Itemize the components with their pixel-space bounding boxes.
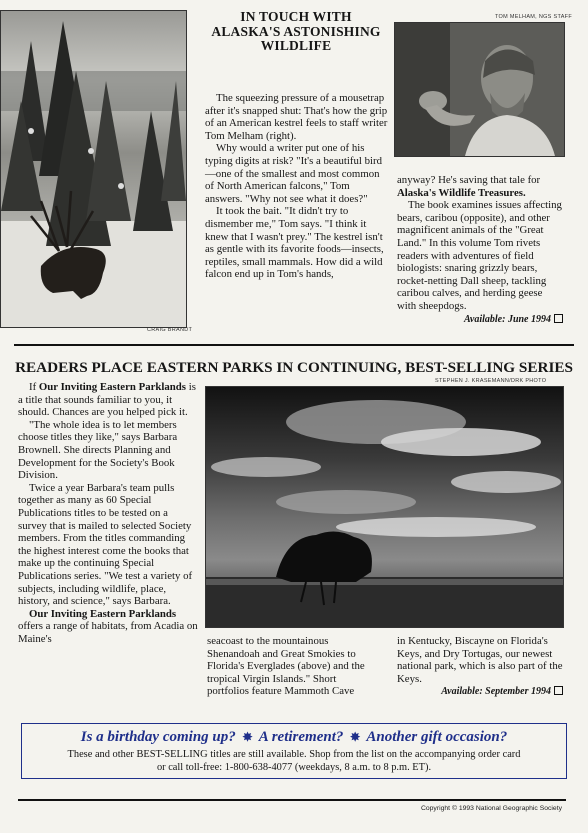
story2-paragraph: Twice a year Barbara's team pulls together as many as 60 Special Publications titles to be tested on a survey that is mailed to selected Society members. From the titles commanding the highest interest come the books that make up the continuing Special Publications series. "We test a variety of subjects, including wildlife, place, history, and science," says Barbara. [18,481,193,608]
story1-paragraph [397,174,563,199]
story2-paragraph: seacoast to the mountainous Shenandoah and Great Smokies to Florida's Everglades (above) and the tropical Virgin Islands." Short portfolios feature Mammoth Cave [207,635,365,698]
gift-promo-box [21,723,567,779]
story2-p1-lead: If [29,381,37,393]
promo-question-gift: Another gift occasion? [366,729,508,745]
story2-paragraph: in Kentucky, Biscayne on Florida's Keys, and Dry Tortugas, our newest national park, which is also part of the Keys. [397,635,563,685]
book-title-parklands: Our Inviting Eastern Parklands [38,381,186,393]
section-divider [14,344,574,346]
story2-paragraph: "The whole idea is to let members choose titles they like," says Barbara Brownell. She directs Planning and Development for the Society's Book Division. [18,418,178,482]
everglades-photo [205,386,564,628]
story1-column-2 [397,174,563,326]
promo-question-birthday: Is a birthday coming up? [80,729,236,745]
story2-p1-rest: is a title that sounds familiar to you, it should. Chances are you helped pick it. [18,381,196,419]
story1-paragraph: It took the bait. "It didn't try to dismember me," Tom says. "I think it knew that I wasn't prey." The kestrel isn't as gentle with its favorite foods—insects, reptiles, small mammals. How did a wild falcon end up in Tom's hands, [205,205,384,281]
story1-paragraph: The book examines issues affecting bears, caribou (opposite), and other magnificent animals of the "Great Land." In this volume Tom rivets readers with adventures of field biologists: snaring grizzly bears, rocket-netting Dall sheep, tackling caribou calves, and herding geese with sheepdogs. [397,199,562,312]
photo-credit-everglades: STEPHEN J. KRASEMANN/DRK PHOTO [435,378,547,384]
book-title-alaska: Alaska's Wildlife Treasures. [397,186,526,199]
photo-credit-caribou: CRAIG BRANDT [147,327,193,333]
story1-paragraph: The squeezing pressure of a mousetrap after it's snapped shut: That's how the grip of an American kestrel feels to staff writer Tom Melham (right). [205,92,388,142]
promo-line-2: or call toll-free: 1-800-638-4077 (weekdays, 8 a.m. to 8 p.m. ET). [156,762,432,773]
availability-text: Available: June 1994 [463,313,551,325]
starburst-icon: ✸ [242,730,253,744]
story2-p4-rest: offers a range of habitats, from Acadia on Maine's [18,620,198,645]
story2-column-1 [18,381,198,645]
story2-column-2 [207,635,379,698]
end-mark-icon [554,314,563,323]
story1-col2-intro: anyway? He's saving that tale for [397,174,541,186]
story2-paragraph [18,381,198,419]
photo-credit-melham: TOM MELHAM, NGS STAFF [495,14,572,20]
story2-availability [397,686,563,699]
footer-divider [18,799,566,801]
caribou-photo [0,10,187,328]
story1-headline: IN TOUCH WITH ALASKA'S ASTONISHING WILDLIFE [211,9,381,53]
end-mark-icon [554,686,563,695]
availability-text: Available: September 1994 [441,686,551,698]
story2-column-3 [397,635,563,699]
promo-question-retirement: A retirement? [258,729,344,745]
book-title-parklands: Our Inviting Eastern Parklands [29,607,177,620]
melham-portrait-photo [394,22,565,157]
copyright-notice: Copyright © 1993 National Geographic Society [420,805,562,812]
story2-headline: READERS PLACE EASTERN PARKS IN CONTINUING, BEST-SELLING SERIES [15,359,573,376]
promo-headline [22,729,566,746]
story1-availability [397,314,563,327]
promo-line-1: These and other BEST-SELLING titles are still available. Shop from the list on the accompanying order card [67,749,521,760]
story2-paragraph [18,608,198,646]
story1-paragraph: Why would a writer put one of his typing digits at risk? "It's a beautiful bird—one of the smallest and most common of North American falcons," Tom answers. "Why not see what it does?" [205,142,382,205]
starburst-icon: ✸ [350,730,361,744]
story1-column-1 [205,92,388,281]
promo-body [22,748,566,774]
